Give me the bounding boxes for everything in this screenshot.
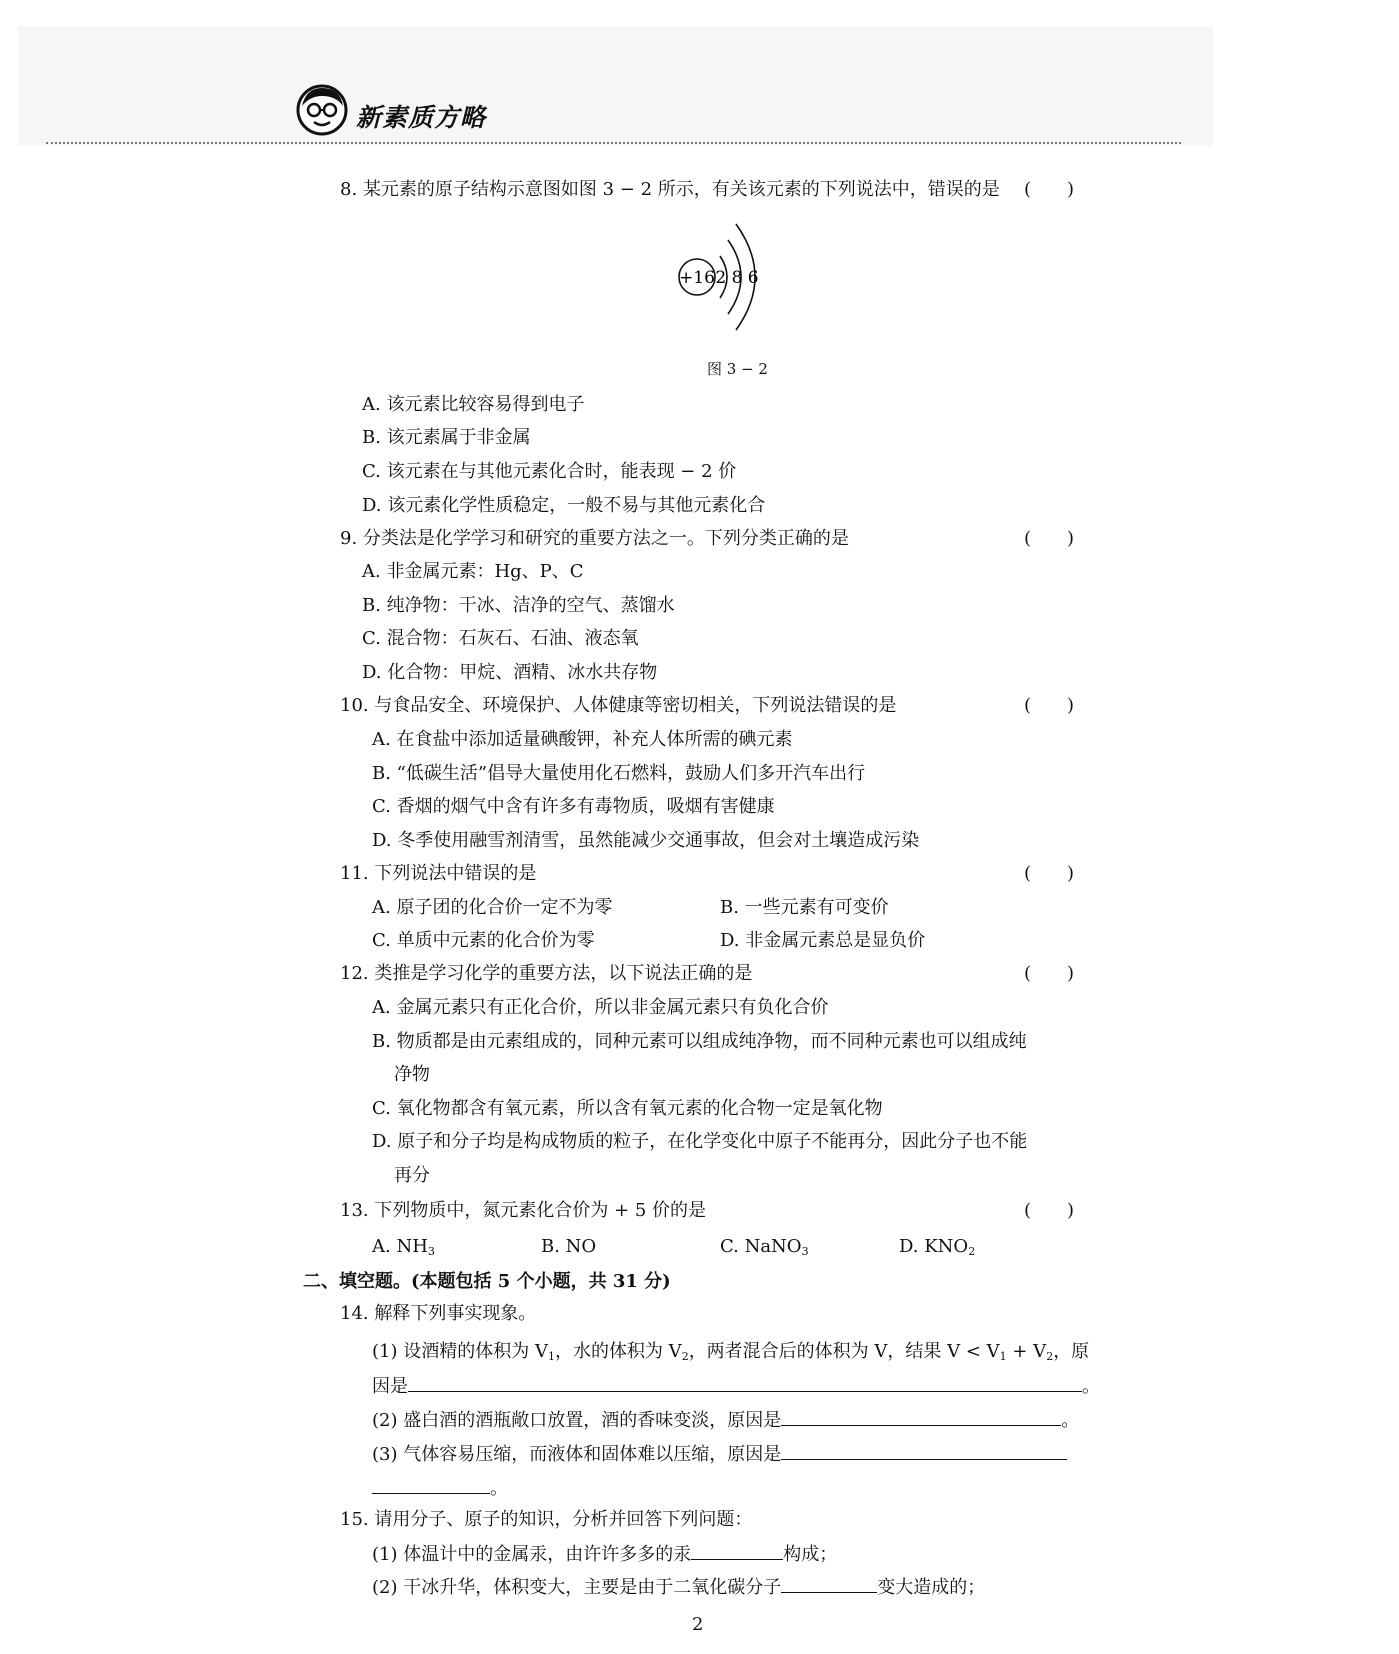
atom-structure-diagram [678,212,798,342]
q10-stem: 10. 与食品安全、环境保护、人体健康等密切相关，下列说法错误的是 [340,695,897,716]
header-band [18,26,1213,146]
q9-stem: 9. 分类法是化学学习和研究的重要方法之一。下列分类正确的是 [340,528,849,549]
q14-stem: 14. 解释下列事实现象。 [340,1303,537,1324]
q10-option-d: D. 冬季使用融雪剂清雪，虽然能减少交通事故，但会对土壤造成污染 [372,830,920,851]
nucleus-charge: +16 [679,268,715,288]
q14-part1: (1) 设酒精的体积为 $V_1$，水的体积为 $V_2$，两者混合后的体积为 V，结果 $V < V_1 + V_2$，原 [372,1341,1090,1363]
q15-part1: (1) 体温计中的金属汞，由许许多多的汞 构成； [372,1541,837,1567]
q12-option-d: D. 原子和分子均是构成物质的粒子，在化学变化中原子不能再分，因此分子也不能 [372,1131,1028,1152]
q12-option-d-cont: 再分 [394,1165,430,1186]
q13-stem: 13. 下列物质中，氮元素化合价为 + 5 价的是 [340,1200,707,1221]
q14-part1-blank[interactable] [408,1373,1082,1392]
q9-option-a: A. 非金属元素：Hg、P、C [362,561,584,582]
q12-option-c: C. 氧化物都含有氧元素，所以含有氧元素的化合物一定是氧化物 [372,1098,883,1119]
q13-option-c: C. NaNO$_3$ [720,1236,809,1258]
q11-option-b: B. 一些元素有可变价 [720,897,889,918]
q12-stem: 12. 类推是学习化学的重要方法，以下说法正确的是 [340,963,753,984]
q10-option-a: A. 在食盐中添加适量碘酸钾，补充人体所需的碘元素 [372,729,793,750]
figure-caption: 图 3 − 2 [707,360,768,378]
q14-part3: (3) 气体容易压缩，而液体和固体难以压缩，原因是 [372,1441,1067,1467]
shell-electron-counts: 2 8 6 [715,268,759,288]
q12-option-a: A. 金属元素只有正化合价，所以非金属元素只有负化合价 [372,997,829,1018]
q14-part3-blank[interactable] [781,1441,1067,1460]
q12-option-b: B. 物质都是由元素组成的，同种元素可以组成纯净物，而不同种元素也可以组成纯 [372,1031,1027,1052]
q13-answer-paren: ( ) [1024,1200,1075,1221]
q8-stem: 8. 某元素的原子结构示意图如图 3 − 2 所示，有关该元素的下列说法中，错误的是 [340,179,1000,200]
q15-part1-blank[interactable] [691,1541,783,1560]
q14-part3-cont: 。 [372,1475,508,1501]
q13-option-d: D. $KNO_2$ [899,1236,976,1258]
q10-option-b: B. “低碳生活”倡导大量使用化石燃料，鼓励人们多开汽车出行 [372,763,866,784]
q13-option-b: B. NO [541,1236,597,1257]
q11-option-d: D. 非金属元素总是显负价 [720,930,926,951]
q9-option-d: D. 化合物：甲烷、酒精、冰水共存物 [362,662,658,683]
q12-option-b-cont: 净物 [394,1064,430,1085]
q10-answer-paren: ( ) [1024,695,1075,716]
q8-answer-paren: ( ) [1024,179,1075,200]
q8-option-a: A. 该元素比较容易得到电子 [362,394,585,415]
q10-option-c: C. 香烟的烟气中含有许多有毒物质，吸烟有害健康 [372,796,775,817]
q13-option-a: A. $NH_3$ [372,1236,435,1258]
q9-answer-paren: ( ) [1024,528,1075,549]
section-title-fill-in: 二、填空题。(本题包括 5 个小题，共 31 分) [303,1271,671,1292]
page-number: 2 [692,1614,704,1635]
q11-option-a: A. 原子团的化合价一定不为零 [372,897,613,918]
q11-stem: 11. 下列说法中错误的是 [340,863,537,884]
q15-part2: (2) 干冰升华，体积变大，主要是由于二氧化碳分子 变大造成的； [372,1574,985,1600]
q15-stem: 15. 请用分子、原子的知识，分析并回答下列问题： [340,1509,753,1530]
q9-option-b: B. 纯净物：干冰、洁净的空气、蒸馏水 [362,595,675,616]
brand-title: 新素质方略 [356,103,487,132]
q14-part2: (2) 盛白酒的酒瓶敞口放置，酒的香味变淡，原因是 。 [372,1407,1079,1433]
q15-part2-blank[interactable] [781,1574,877,1593]
mascot-logo-icon [296,84,348,136]
q14-part2-blank[interactable] [781,1407,1061,1426]
header-divider [46,142,1181,144]
q8-option-b: B. 该元素属于非金属 [362,427,531,448]
q9-option-c: C. 混合物：石灰石、石油、液态氧 [362,628,639,649]
q12-answer-paren: ( ) [1024,963,1075,984]
q11-option-c: C. 单质中元素的化合价为零 [372,930,595,951]
q14-part3-blank-cont[interactable] [372,1475,490,1494]
q8-option-c: C. 该元素在与其他元素化合时，能表现 − 2 价 [362,461,737,482]
q8-option-d: D. 该元素化学性质稳定，一般不易与其他元素化合 [362,495,766,516]
q14-part1-answer: 因是 。 [372,1373,1100,1399]
q11-answer-paren: ( ) [1024,863,1075,884]
